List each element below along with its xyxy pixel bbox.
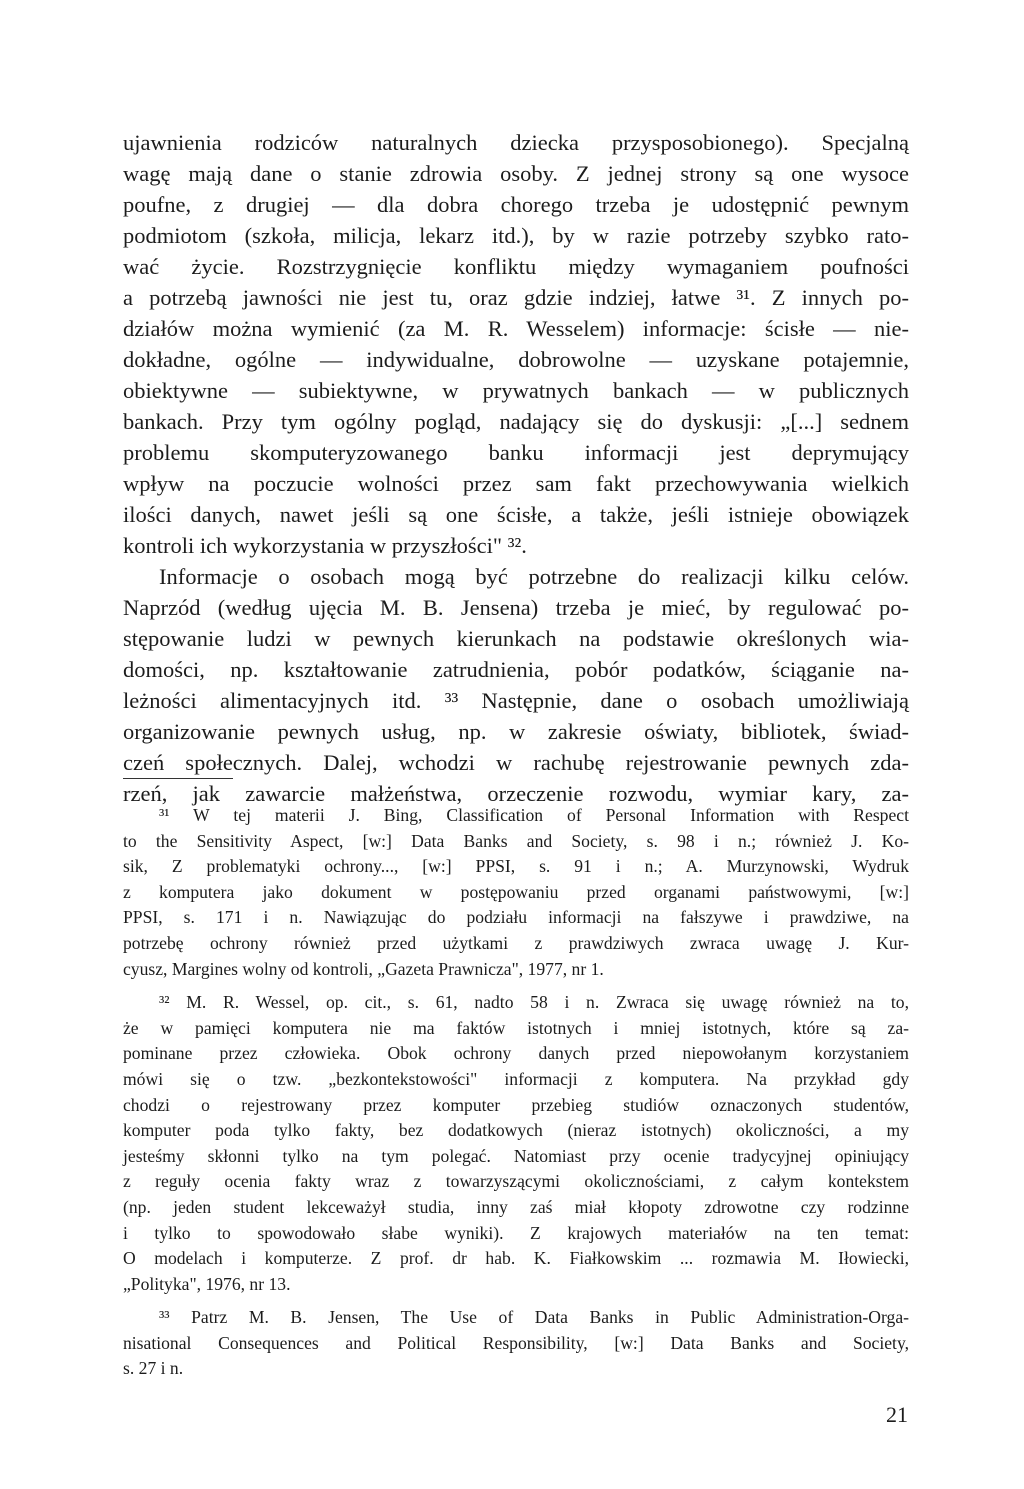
footnote-line: ³³ Patrz M. B. Jensen, The Use of Data Banks in Public Administration-Orga- bbox=[159, 1307, 909, 1328]
footnote-line: PPSI, s. 171 i n. Nawiązując do podziału informacji na fałszywe i prawdziwe, na bbox=[123, 907, 909, 928]
footnote-line: potrzebę ochrony również przed użytkami z prawdziwych zwraca uwagę J. Kur- bbox=[123, 932, 909, 953]
footnotes bbox=[123, 803, 909, 1382]
text-line: ilości danych, nawet jeśli są one ścisłe, a także, jeśli istnieje obowiązek bbox=[123, 502, 909, 527]
footnote-line: to the Sensitivity Aspect, [w:] Data Banks and Society, s. 98 i n.; również J. Ko- bbox=[123, 830, 909, 851]
text-line: a potrzebą jawności nie jest tu, oraz gdzie indziej, łatwe ³¹. Z innych po- bbox=[123, 285, 909, 310]
text-line: organizowanie pewnych usług, np. w zakresie oświaty, bibliotek, świad- bbox=[123, 719, 909, 744]
footnote-line: (np. jeden student lekceważył studia, inny zaś miał kłopoty zdrowotne czy rodzinne bbox=[123, 1196, 909, 1217]
text-line: działów można wymienić (za M. R. Wesselem) informacje: ścisłe — nie- bbox=[123, 316, 909, 341]
text-line: wpływ na poczucie wolności przez sam fakt przechowywania wielkich bbox=[123, 471, 909, 496]
text-line: czeń społecznych. Dalej, wchodzi w rachubę rejestrowanie pewnych zda- bbox=[123, 750, 909, 775]
footnote-line: „Polityka", 1976, nr 13. bbox=[123, 1273, 291, 1294]
text-line: obiektywne — subiektywne, w prywatnych bankach — w publicznych bbox=[123, 378, 909, 403]
footnote-line: nisational Consequences and Political Responsibility, [w:] Data Banks and Society, bbox=[123, 1332, 909, 1353]
text-line: wać życie. Rozstrzygnięcie konfliktu między wymaganiem poufności bbox=[123, 254, 909, 279]
footnote-line: chodzi o rejestrowany przez komputer przebieg studiów oznaczonych studentów, bbox=[123, 1094, 909, 1115]
footnote-line: i tylko to spowodowało słabe wyniki). Z krajowych materiałów na ten temat: bbox=[123, 1222, 909, 1243]
footnote-line: s. 27 i n. bbox=[123, 1358, 184, 1379]
text-line: domości, np. kształtowanie zatrudnienia, pobór podatków, ściąganie na- bbox=[123, 657, 909, 682]
page-number: 21 bbox=[886, 1402, 908, 1427]
text-line: dokładne, ogólne — indywidualne, dobrowolne — uzyskane potajemnie, bbox=[123, 347, 909, 372]
footnote-line: cyusz, Margines wolny od kontroli, „Gazeta Prawnicza", 1977, nr 1. bbox=[123, 958, 604, 979]
text-line: poufne, z drugiej — dla dobra chorego trzeba je udostępnić pewnym bbox=[123, 192, 909, 217]
footnote-line: komputer poda tylko fakty, bez dodatkowych (nieraz istotnych) okoliczności, a my bbox=[123, 1120, 909, 1141]
text-line: leżności alimentacyjnych itd. ³³ Następnie, dane o osobach umożliwiają bbox=[123, 688, 909, 713]
footnote-line: z komputera jako dokument w postępowaniu przed organami państwowymi, [w:] bbox=[123, 881, 909, 902]
text-line: stępowanie ludzi w pewnych kierunkach na podstawie określonych wia- bbox=[123, 626, 909, 651]
footnote-line: ³¹ W tej materii J. Bing, Classification of Personal Information with Respect bbox=[159, 805, 909, 825]
text-line: bankach. Przy tym ogólny pogląd, nadający się do dyskusji: „[...] sednem bbox=[123, 409, 909, 434]
text-line: Informacje o osobach mogą być potrzebne do realizacji kilku celów. bbox=[159, 564, 909, 589]
text-line: podmiotom (szkoła, milicja, lekarz itd.), by w razie potrzeby szybko rato- bbox=[123, 223, 909, 248]
footnote-line: ³² M. R. Wessel, op. cit., s. 61, nadto 58 i n. Zwraca się uwagę również na to, bbox=[159, 992, 909, 1013]
main-text bbox=[123, 127, 909, 809]
text-line: problemu skomputeryzowanego banku informacji jest deprymujący bbox=[123, 440, 909, 465]
text-line: ujawnienia rodziców naturalnych dziecka przysposobionego). Specjalną bbox=[123, 130, 909, 155]
text-line: Naprzód (według ujęcia M. B. Jensena) trzeba je mieć, by regulować po- bbox=[123, 595, 909, 620]
footnote-line: że w pamięci komputera nie ma faktów istotnych i mniej istotnych, które są za- bbox=[123, 1017, 909, 1038]
text-line: wagę mają dane o stanie zdrowia osoby. Z jednej strony są one wysoce bbox=[123, 161, 909, 186]
footnote-line: z reguły ocenia fakty wraz z towarzyszącymi okolicznościami, z całym kontekstem bbox=[123, 1171, 909, 1192]
text-line: kontroli ich wykorzystania w przyszłości" ³². bbox=[123, 533, 527, 558]
footnote-line: sik, Z problematyki ochrony..., [w:] PPSI, s. 91 i n.; A. Murzynowski, Wydruk bbox=[123, 856, 909, 877]
text-line: rzeń, jak zawarcie małżeństwa, orzeczenie rozwodu, wymiar kary, za- bbox=[123, 781, 909, 806]
footnote-line: pominane przez człowieka. Obok ochrony danych przed niepowołanym korzystaniem bbox=[123, 1043, 909, 1064]
footnote-line: mówi się o tzw. „bezkontekstowości" informacji z komputera. Na przykład gdy bbox=[123, 1068, 909, 1089]
footnote-line: jesteśmy skłonni tylko na tym polegać. Natomiast przy ocenie tradycyjnej opiniujący bbox=[123, 1145, 909, 1166]
footnote-line: O modelach i komputerze. Z prof. dr hab. K. Fiałkowskim ... rozmawia M. Iłowiecki, bbox=[123, 1248, 909, 1269]
footnote-separator bbox=[123, 778, 233, 779]
